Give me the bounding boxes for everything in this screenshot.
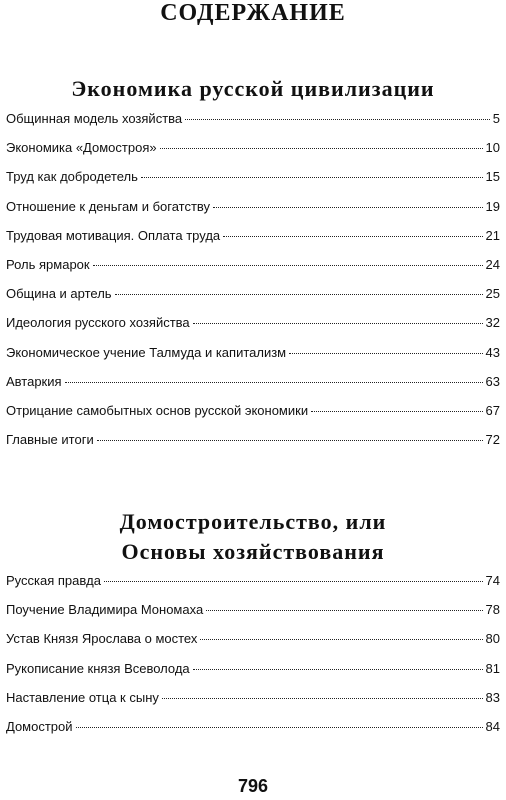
toc-entry-page: 83 [485, 689, 500, 705]
toc-entry-page: 24 [485, 256, 500, 272]
toc-leader-dots [162, 698, 483, 699]
toc-entry-page: 72 [485, 432, 500, 448]
toc-entry[interactable] [6, 403, 500, 432]
toc-entry-page: 19 [485, 198, 500, 214]
toc-leader-dots [115, 294, 483, 295]
toc-leader-dots [213, 207, 482, 208]
toc-entry-page: 43 [485, 344, 500, 360]
toc-leader-dots [93, 265, 483, 266]
toc-entry-label: Экономика «Домостроя» [6, 140, 157, 156]
toc-leader-dots [104, 581, 483, 582]
toc-entry-label: Рукописание князя Всеволода [6, 660, 190, 676]
toc-entry[interactable] [6, 111, 500, 140]
toc-entry-page: 10 [485, 140, 500, 156]
toc-entry-label: Общинная модель хозяйства [6, 111, 183, 126]
section-2-heading-line: Основы хозяйствования [121, 539, 385, 564]
toc-entry-label: Экономическое учение Талмуда и капитализм [6, 344, 287, 360]
toc-leader-dots [206, 610, 482, 611]
toc-entry-label: Автаркия [6, 373, 62, 389]
toc-leader-dots [193, 323, 483, 324]
toc-entry-label: Труд как добродетель [6, 169, 138, 185]
toc-entry-page: 84 [485, 718, 500, 734]
toc-entry[interactable] [6, 257, 500, 286]
page-number: 796 [237, 776, 269, 796]
toc-leader-dots [97, 440, 483, 441]
toc-entry[interactable] [6, 602, 500, 631]
toc-leader-dots [311, 411, 482, 412]
toc-entry-label: Поучение Владимира Мономаха [6, 602, 204, 618]
toc-entry-label: Русская правда [6, 573, 101, 588]
toc-leader-dots [141, 177, 483, 178]
toc-entry[interactable] [6, 199, 500, 228]
section-2-heading [0, 507, 506, 567]
section-2-heading-line: Домостроительство, или [119, 509, 387, 534]
toc-entry-page: 67 [485, 402, 500, 418]
toc-entry[interactable] [6, 631, 500, 660]
toc-entry-label: Отношение к деньгам и богатству [6, 198, 211, 214]
toc-entry[interactable] [6, 140, 500, 169]
toc-entry[interactable] [6, 661, 500, 690]
toc-entry[interactable] [6, 345, 500, 374]
toc-entry-label: Роль ярмарок [6, 256, 90, 272]
toc-entry-label: Устав Князя Ярослава о мостех [6, 631, 198, 647]
page-title: СОДЕРЖАНИЕ [160, 0, 346, 26]
toc-entry[interactable] [6, 169, 500, 198]
toc-entry[interactable] [6, 690, 500, 719]
toc-entry-page: 5 [492, 111, 500, 126]
toc-entry[interactable] [6, 573, 500, 602]
toc-leader-dots [193, 669, 483, 670]
toc-entry-label: Отрицание самобытных основ русской экономики [6, 402, 309, 418]
toc-entry-page: 80 [485, 631, 500, 647]
toc-leader-dots [160, 148, 483, 149]
toc-entry-page: 81 [485, 660, 500, 676]
toc-entry-page: 63 [485, 373, 500, 389]
toc-entry-label: Трудовая мотивация. Оплата труда [6, 227, 221, 243]
toc-entry-page: 32 [485, 315, 500, 331]
toc-leader-dots [223, 236, 482, 237]
toc-entry[interactable] [6, 719, 500, 748]
section-1-heading [0, 74, 506, 104]
toc-leader-dots [185, 119, 490, 120]
toc-leader-dots [289, 353, 482, 354]
toc-entry[interactable] [6, 374, 500, 403]
toc-entry-page: 15 [485, 169, 500, 185]
toc-entry-label: Наставление отца к сыну [6, 689, 159, 705]
toc-entry[interactable] [6, 286, 500, 315]
toc-leader-dots [200, 639, 482, 640]
toc-entry-page: 21 [485, 227, 500, 243]
toc-entry-label: Идеология русского хозяйства [6, 315, 190, 331]
toc-leader-dots [76, 727, 483, 728]
toc-entry-page: 78 [485, 602, 500, 618]
toc-entry[interactable] [6, 315, 500, 344]
section-2-toc-list [6, 573, 500, 748]
toc-entry-label: Главные итоги [6, 432, 94, 448]
toc-entry-page: 74 [485, 573, 500, 588]
toc-entry[interactable] [6, 432, 500, 461]
toc-entry-page: 25 [485, 286, 500, 302]
toc-entry-label: Домострой [6, 718, 73, 734]
toc-entry-label: Община и артель [6, 286, 112, 302]
toc-leader-dots [65, 382, 483, 383]
section-1-toc-list [6, 111, 500, 461]
toc-entry[interactable] [6, 228, 500, 257]
section-1-heading-line: Экономика русской цивилизации [71, 76, 435, 101]
